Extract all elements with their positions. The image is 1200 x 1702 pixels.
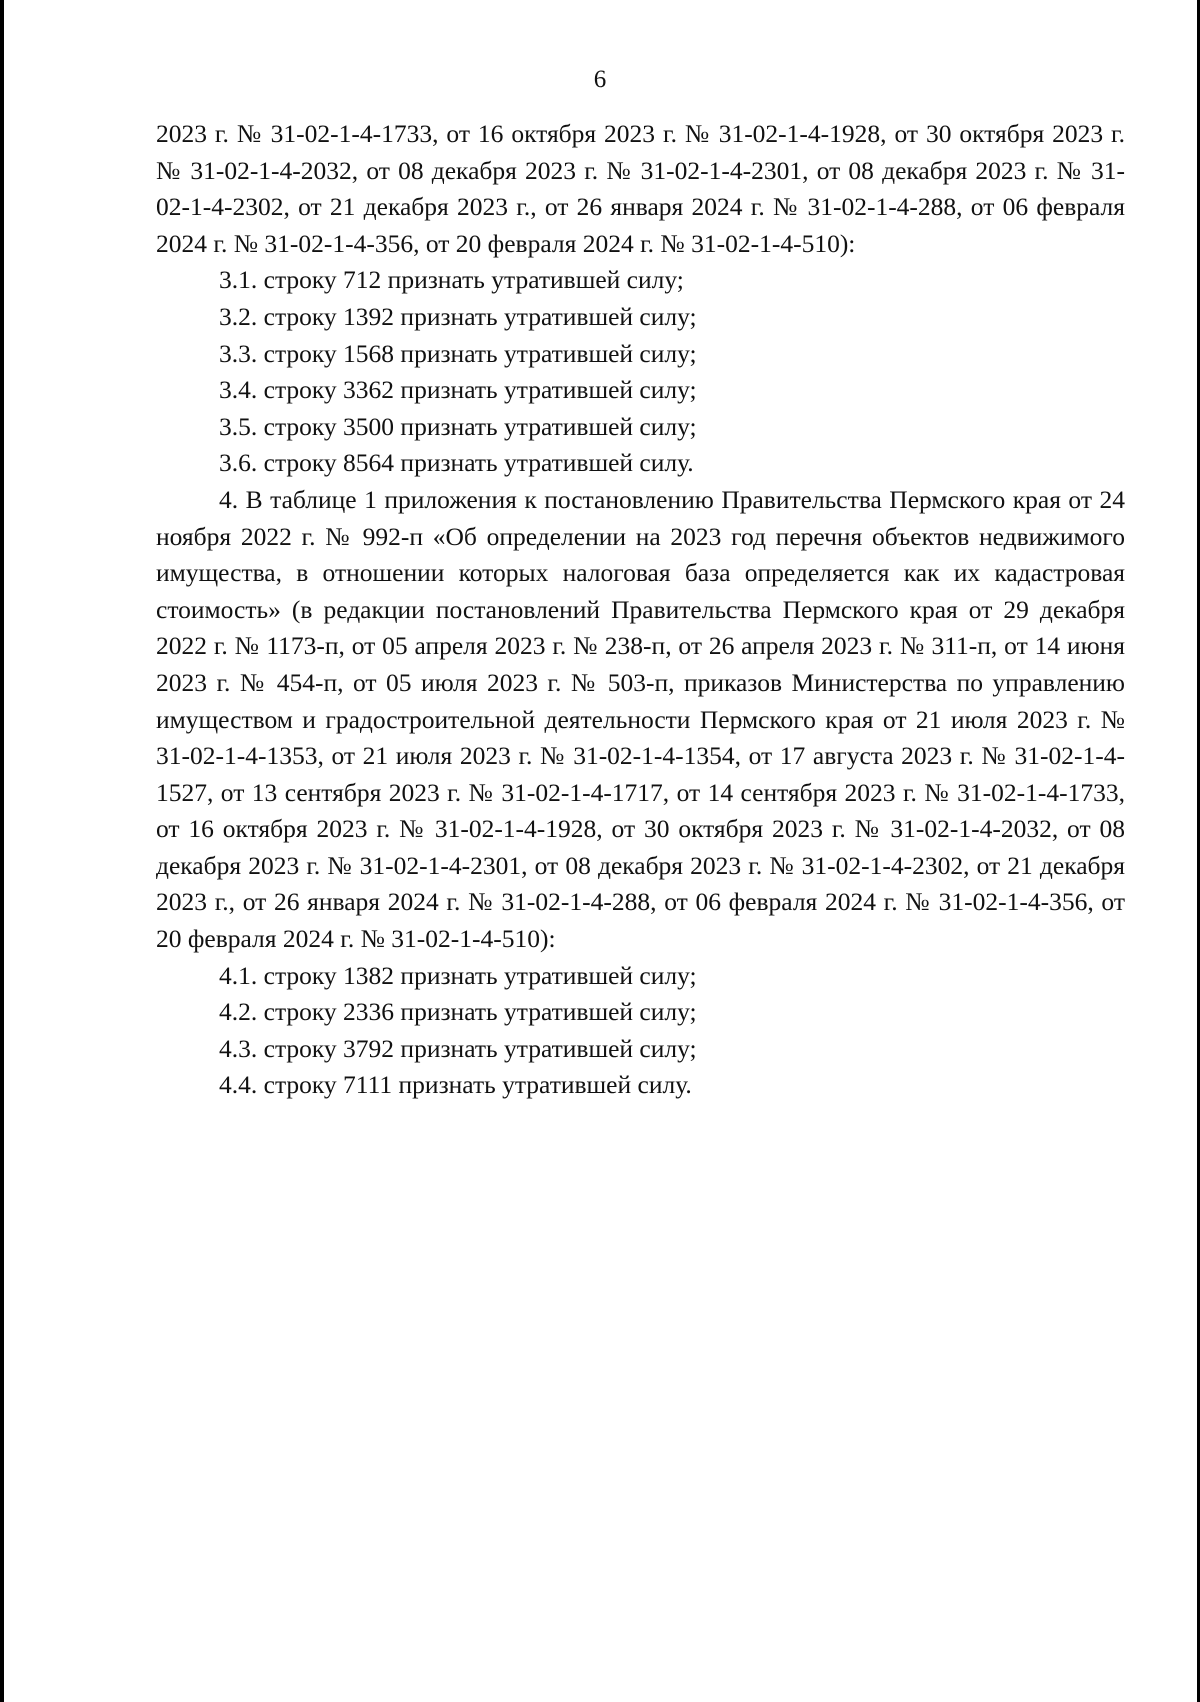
- paragraph-continuation: 2023 г. № 31-02-1-4-1733, от 16 октября 2023 г. № 31-02-1-4-1928, от 30 октября 2023 г. № 31-02-1-4-2032, от 08 декабря 2023 г. № 31-02-1-4-2301, от 08 декабря 2023 г. № 31-02-1-4-2302, от 21 декабря 2023 г., от 26 января 2024 г. № 31-02-1-4-288, от 06 февраля 2024 г. № 31-02-1-4-356, от 20 февраля 2024 г. № 31-02-1-4-510):: [156, 119, 1125, 258]
- paragraph-4: 4. В таблице 1 приложения к постановлению Правительства Пермского края от 24 ноября 2022 г. № 992-п «Об определении на 2023 год перечня объектов недвижимого имущества, в отношении которых налоговая база определяется как их кадастровая стоимость» (в редакции постановлений Правительства Пермского края от 29 декабря 2022 г. № 1173-п, от 05 апреля 2023 г. № 238-п, от 26 апреля 2023 г. № 311-п, от 14 июня 2023 г. № 454-п, от 05 июля 2023 г. № 503-п, приказов Министерства по управлению имуществом и градостроительной деятельности Пермского края от 21 июля 2023 г. № 31-02-1-4-1353, от 21 июля 2023 г. № 31-02-1-4-1354, от 17 августа 2023 г. № 31-02-1-4-1527, от 13 сентября 2023 г. № 31-02-1-4-1717, от 14 сентября 2023 г. № 31-02-1-4-1733, от 16 октября 2023 г. № 31-02-1-4-1928, от 30 октября 2023 г. № 31-02-1-4-2032, от 08 декабря 2023 г. № 31-02-1-4-2301, от 08 декабря 2023 г. № 31-02-1-4-2302, от 21 декабря 2023 г., от 26 января 2024 г. № 31-02-1-4-288, от 06 февраля 2024 г. № 31-02-1-4-356, от 20 февраля 2024 г. № 31-02-1-4-510):: [156, 484, 1125, 954]
- list-item-3-3: 3.3. строку 1568 признать утратившей силу;: [219, 338, 697, 368]
- list-item-4-3: 4.3. строку 3792 признать утратившей силу;: [219, 1033, 697, 1063]
- list-section-4: [156, 958, 1125, 1104]
- list-item-3-5: 3.5. строку 3500 признать утратившей силу;: [219, 411, 697, 441]
- list-section-3: [156, 262, 1125, 482]
- list-item-4-2: 4.2. строку 2336 признать утратившей силу;: [219, 997, 697, 1027]
- scan-border-left: [0, 0, 4, 1702]
- list-item-4-4: 4.4. строку 7111 признать утратившей силу.: [219, 1070, 692, 1100]
- list-item-3-2: 3.2. строку 1392 признать утратившей силу;: [219, 301, 697, 331]
- list-item-3-6: 3.6. строку 8564 признать утратившей силу.: [219, 448, 694, 478]
- list-item-3-1: 3.1. строку 712 признать утратившей силу;: [219, 265, 684, 295]
- list-item-3-4: 3.4. строку 3362 признать утратившей силу;: [219, 375, 697, 405]
- page-number: 6: [593, 66, 607, 93]
- list-item-4-1: 4.1. строку 1382 признать утратившей силу;: [219, 960, 697, 990]
- document-body: [156, 116, 1125, 1104]
